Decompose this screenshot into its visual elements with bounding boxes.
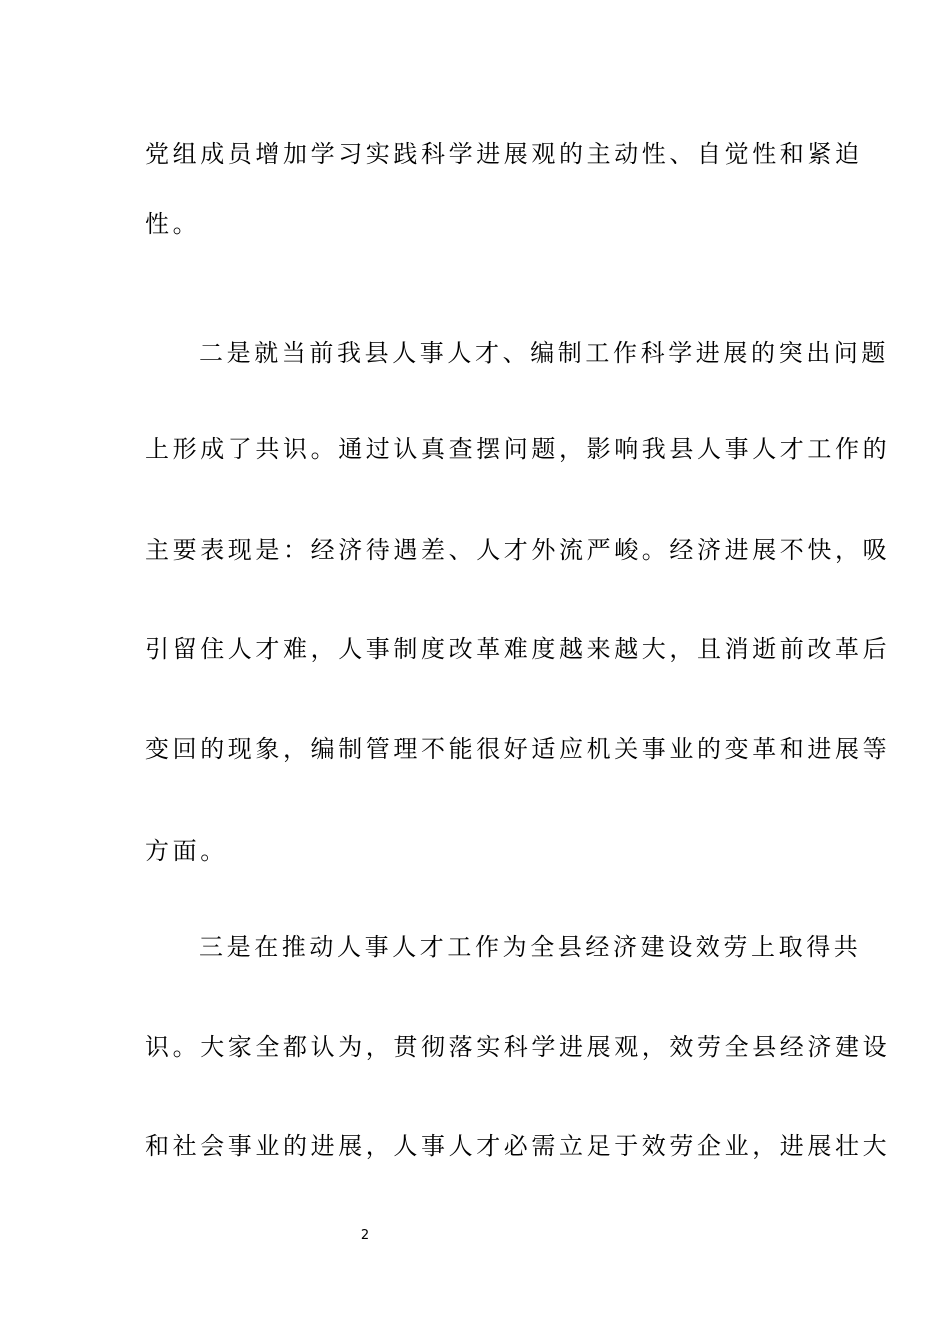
paragraph-line: 变回的现象，编制管理不能很好适应机关事业的变革和进展等 [145, 735, 891, 763]
paragraph-line: 和社会事业的进展，人事人才必需立足于效劳企业，进展壮大 [145, 1132, 891, 1160]
paragraph-line: 党组成员增加学习实践科学进展观的主动性、自觉性和紧迫 [145, 140, 863, 168]
paragraph-line: 三是在推动人事人才工作为全县经济建设效劳上取得共 [199, 933, 862, 961]
paragraph-line: 上形成了共识。通过认真查摆问题，影响我县人事人才工作的 [145, 435, 891, 463]
page-number: 2 [360, 1228, 370, 1243]
paragraph-line: 方面。 [145, 837, 228, 865]
paragraph-line: 引留住人才难，人事制度改革难度越来越大，且消逝前改革后 [145, 635, 891, 663]
paragraph-line: 识。大家全都认为，贯彻落实科学进展观，效劳全县经济建设 [145, 1033, 891, 1061]
paragraph-line: 性。 [145, 210, 201, 238]
paragraph-line: 二是就当前我县人事人才、编制工作科学进展的突出问题 [199, 339, 889, 367]
paragraph-line: 主要表现是：经济待遇差、人才外流严峻。经济进展不快，吸 [145, 536, 891, 564]
